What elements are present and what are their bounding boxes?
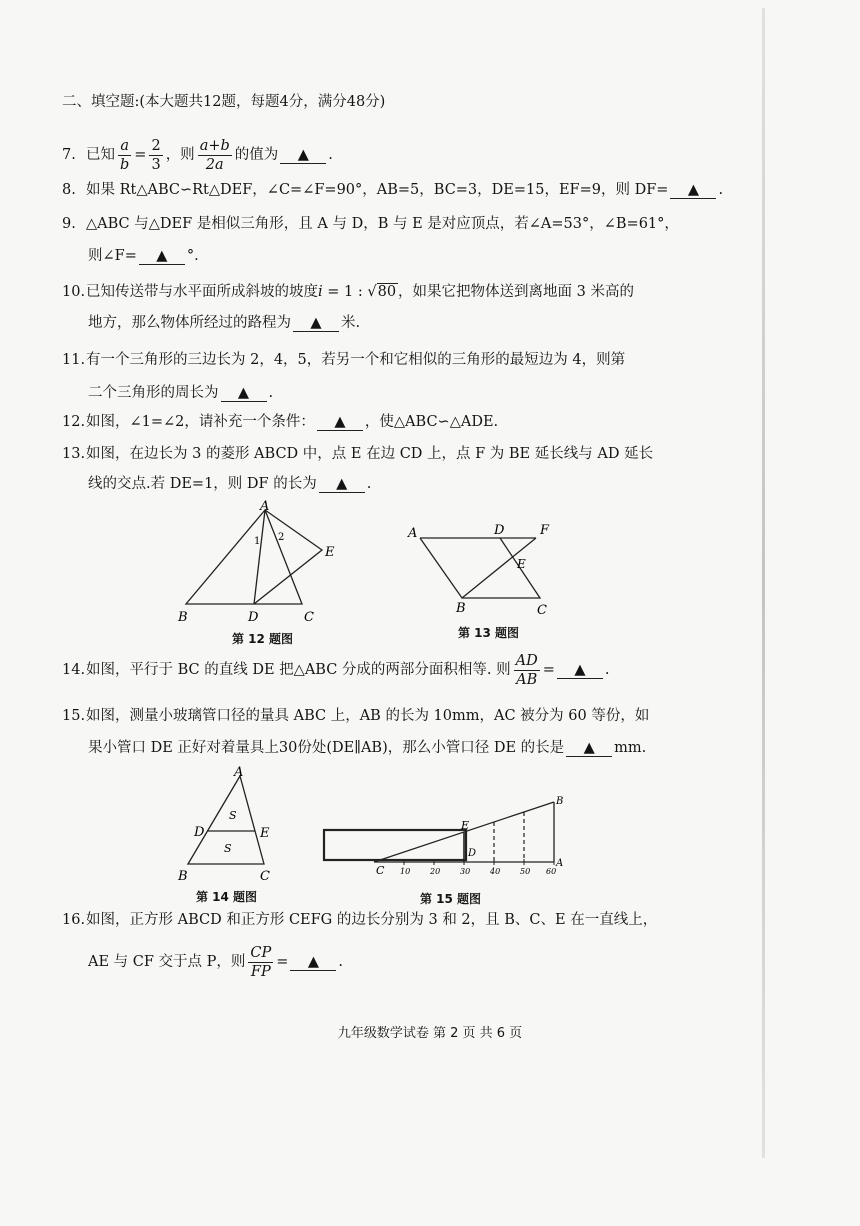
fraction-AD-over-AB: $\frac{AD}{AB}$ (515, 652, 538, 688)
answer-blank[interactable]: ▲ (319, 476, 365, 493)
question-10: 10.已知传送带与水平面所成斜坡的坡度i = 1 : √80 ，如果它把物体送到离地面 3 米高的 (62, 284, 634, 300)
label-D: D (248, 610, 259, 625)
figure-12-caption: 第 12 题图 (232, 632, 294, 646)
figure-15-caption: 第 15 题图 (420, 892, 482, 906)
area-S-top: S (229, 809, 237, 822)
label-D: D (494, 523, 505, 538)
question-9: 9. △ABC 与△DEF 是相似三角形，且 A 与 D，B 与 E 是对应顶点，若∠A=53°，∠B=61°， (62, 216, 679, 232)
question-7: 7. 已知 $\frac{a}{b}$ = $\frac{2}{3}$ ，则 $\frac{a+b}{2a}$ 的值为 ▲ . (62, 133, 333, 177)
question-number: 14. (62, 662, 86, 678)
label-D: D (468, 848, 477, 859)
label-E: E (260, 826, 270, 841)
fraction-a-over-b: $\frac{a}{b}$ (120, 137, 130, 173)
answer-blank[interactable]: ▲ (290, 954, 336, 971)
question-15: 15.如图，测量小玻璃管口径的量具 ABC 上，AB 的长为 10mm，AC 被分为 60 等份，如 (62, 708, 650, 724)
question-12: 12.如图，∠1=∠2，请补充一个条件： ▲ ，使△ABC∽△ADE. (62, 414, 499, 430)
question-9-line-2: 则∠F= ▲ °. (88, 248, 199, 264)
question-13-line-2: 线的交点.若 DE=1，则 DF 的长为 ▲ . (88, 476, 372, 492)
angle-1-label: 1 (254, 536, 261, 547)
label-B: B (456, 601, 466, 616)
question-16: 16.如图，正方形 ABCD 和正方形 CEFG 的边长分别为 3 和 2，且 B、C、E 在一直线上， (62, 912, 658, 928)
answer-blank[interactable]: ▲ (566, 740, 612, 757)
page-footer: 九年级数学试卷 第 2 页 共 6 页 (337, 1026, 523, 1041)
question-11-line-2: 二个三角形的周长为 ▲ . (88, 385, 274, 401)
question-number: 12. (62, 414, 86, 430)
label-F: F (540, 523, 550, 538)
label-B: B (178, 869, 188, 884)
question-13: 13.如图，在边长为 3 的菱形 ABCD 中，点 E 在边 CD 上，点 F 为 BE 延长线与 AD 延长 (62, 446, 654, 462)
label-B: B (556, 796, 564, 807)
question-16-line-2: AE 与 CF 交于点 P，则 $\frac{CP}{FP}$ = ▲ . (88, 944, 344, 980)
question-number: 11. (62, 352, 86, 368)
figure-13 (400, 516, 570, 624)
label-E: E (325, 545, 335, 560)
label-C: C (304, 610, 314, 625)
tick-label: 10 (400, 867, 411, 876)
tick-label: 50 (520, 867, 531, 876)
label-A: A (260, 500, 270, 514)
answer-blank[interactable]: ▲ (670, 182, 716, 199)
fraction-2-over-3: $\frac{2}{3}$ (151, 137, 161, 173)
question-11: 11.有一个三角形的三边长为 2，4，5，若另一个和它相似的三角形的最短边为 4，则第 (62, 352, 626, 368)
question-15-line-2: 果小管口 DE 正好对着量具上30份处(DE∥AB)，那么小管口径 DE 的长是 ▲ mm. (88, 740, 647, 756)
answer-blank[interactable]: ▲ (293, 315, 339, 332)
label-A: A (556, 858, 564, 869)
fraction-CP-over-FP: $\frac{CP}{FP}$ (250, 944, 272, 980)
question-number: 16. (62, 912, 86, 928)
label-E: E (461, 819, 470, 832)
figure-13-caption: 第 13 题图 (458, 626, 520, 640)
label-C: C (376, 864, 385, 877)
tick-label: 60 (546, 867, 557, 876)
tick-label: 30 (460, 867, 471, 876)
label-E: E (517, 557, 526, 571)
question-number: 15. (62, 708, 86, 724)
answer-blank[interactable]: ▲ (557, 662, 603, 679)
label-A: A (408, 526, 418, 541)
page-edge-shadow (762, 8, 765, 1158)
question-14: 14.如图，平行于 BC 的直线 DE 把△ABC 分成的两部分面积相等. 则 $\frac{AD}{AB}$ = ▲ . (62, 648, 610, 692)
angle-2-label: 2 (278, 532, 285, 543)
answer-blank[interactable]: ▲ (221, 385, 267, 402)
question-number: 10. (62, 284, 86, 300)
question-10-line-2: 地方，那么物体所经过的路程为 ▲ 米. (88, 315, 361, 331)
figure-14 (174, 764, 284, 888)
tick-label: 20 (430, 867, 441, 876)
tick-label: 40 (490, 867, 501, 876)
fraction-a-plus-b-over-2a: $\frac{a+b}{2a}$ (199, 137, 230, 173)
figure-14-caption: 第 14 题图 (196, 890, 258, 904)
area-S-bottom: S (224, 842, 232, 855)
answer-blank[interactable]: ▲ (280, 147, 326, 164)
answer-blank[interactable]: ▲ (317, 414, 363, 431)
figure-15 (318, 794, 578, 888)
label-C: C (537, 603, 547, 618)
figure-12 (170, 500, 350, 634)
label-B: B (178, 610, 188, 625)
question-number: 7. (62, 147, 76, 163)
question-number: 9. (62, 216, 76, 232)
question-number: 8. (62, 182, 76, 198)
section-heading: 二、填空题:(本大题共12题，每题4分，满分48分) (62, 94, 386, 110)
question-number: 13. (62, 446, 86, 462)
label-C: C (260, 869, 270, 884)
label-A: A (234, 765, 244, 780)
label-D: D (194, 825, 205, 840)
question-8: 8. 如果 Rt△ABC∽Rt△DEF，∠C=∠F=90°，AB=5，BC=3，DE=15，EF=9，则 DF= ▲ . (62, 182, 724, 198)
answer-blank[interactable]: ▲ (139, 248, 185, 265)
sqrt-80: √80 (367, 284, 397, 300)
